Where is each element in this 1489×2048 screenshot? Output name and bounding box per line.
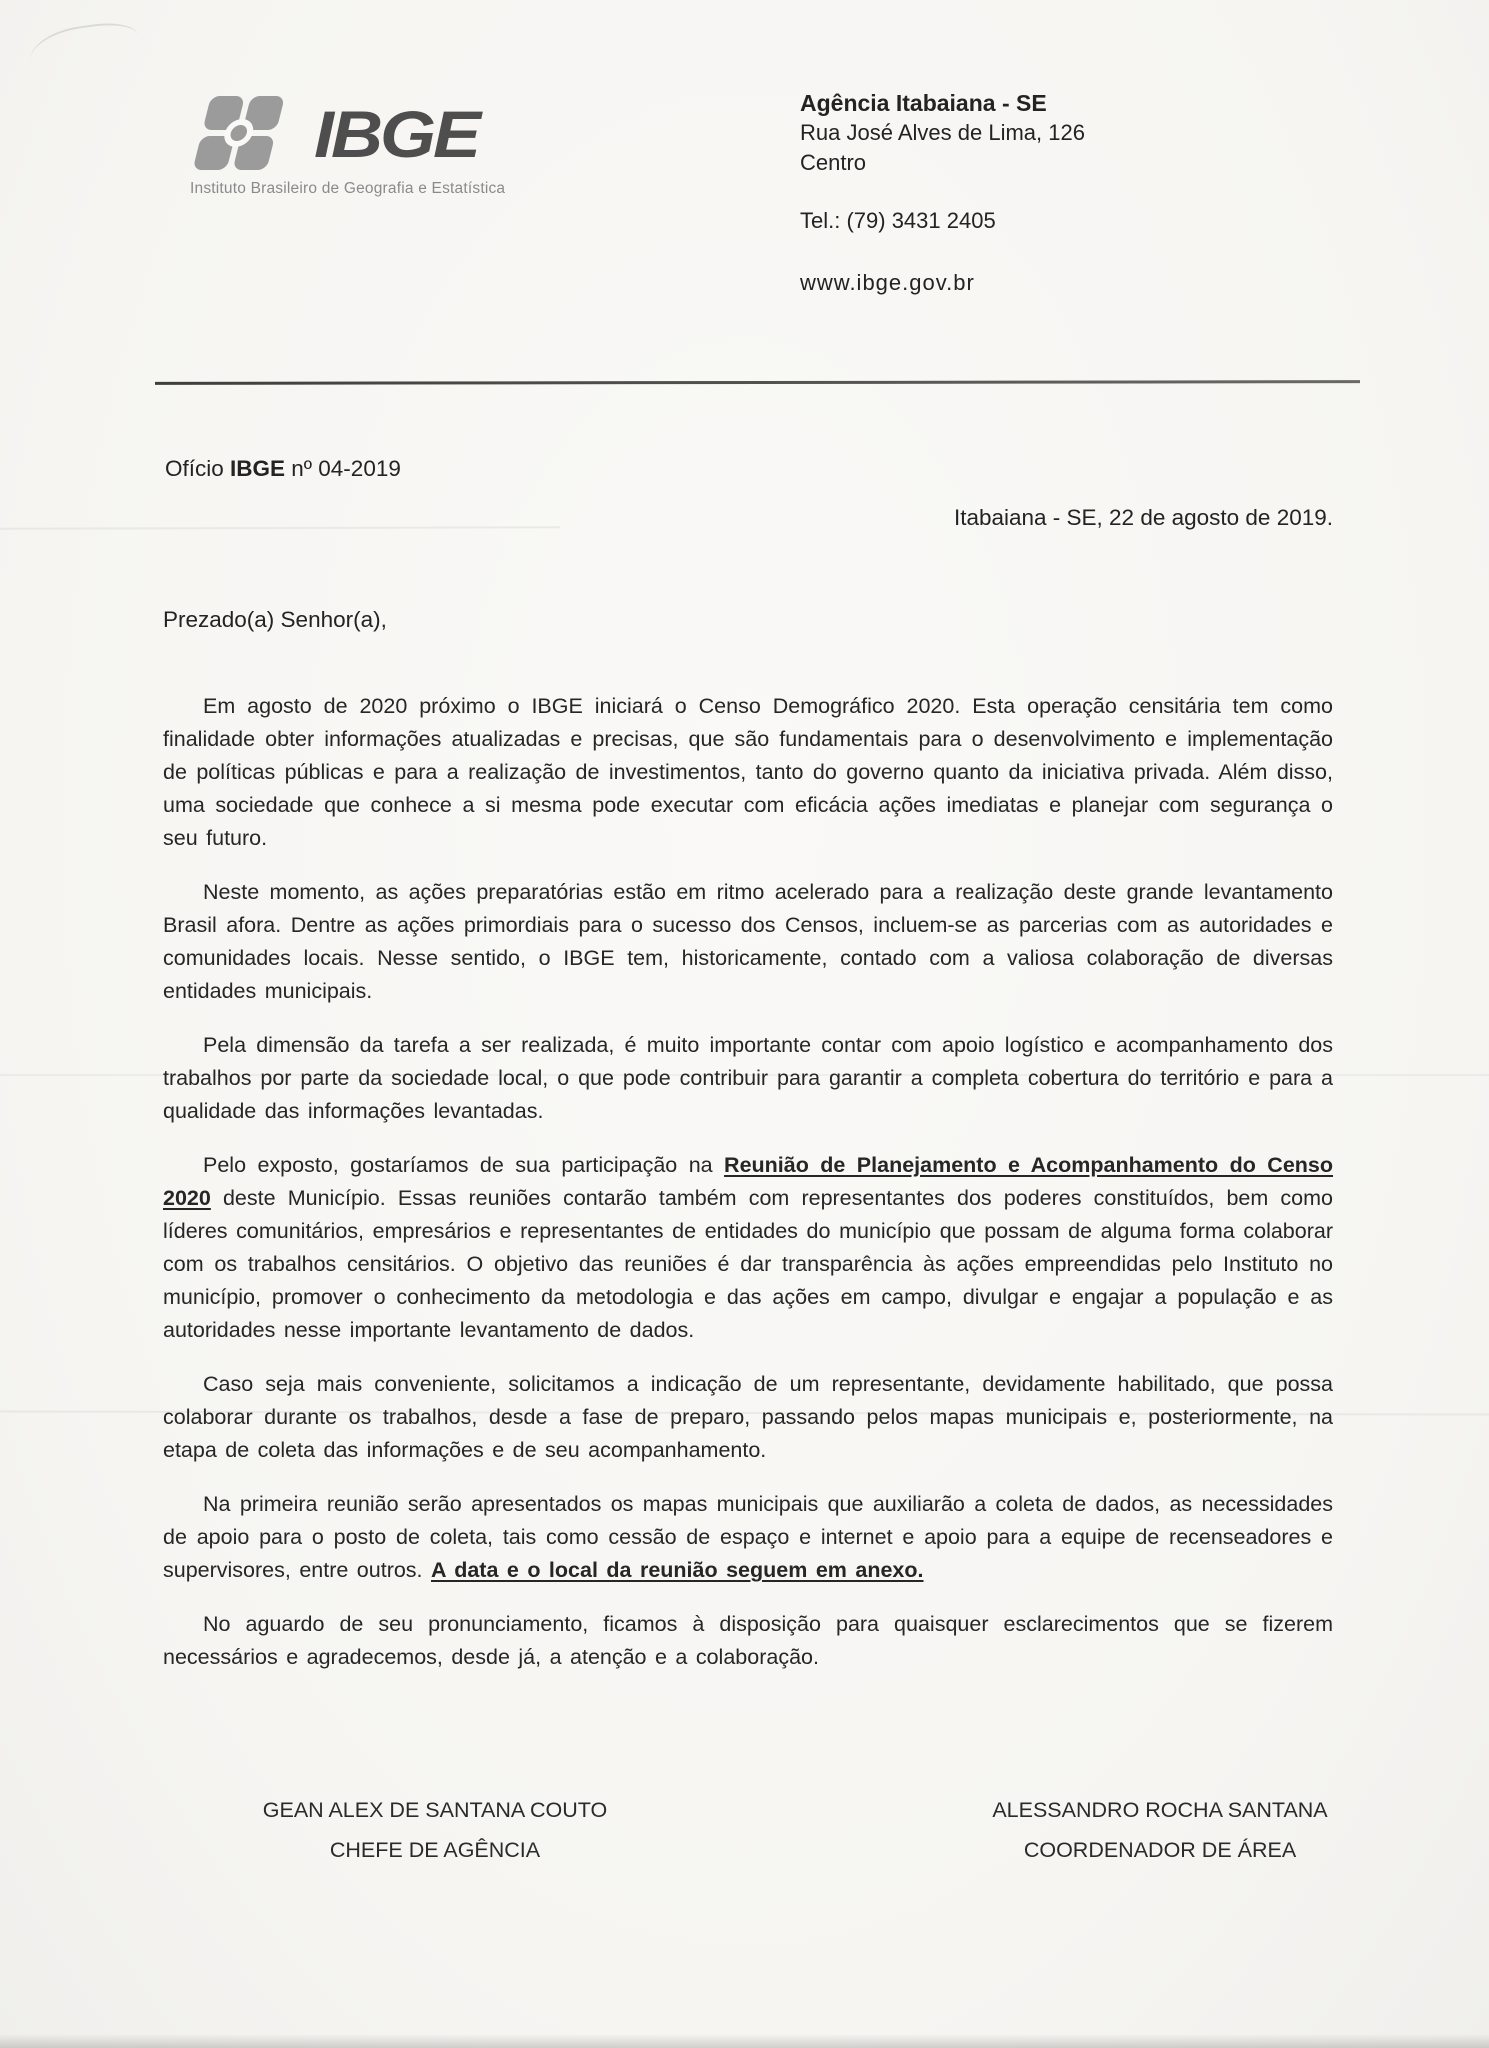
ibge-tagline: Instituto Brasileiro de Geografia e Estatística: [190, 180, 506, 197]
ibge-logo-icon: [190, 92, 312, 178]
paragraph: [163, 690, 1333, 855]
agency-website: www.ibge.gov.br: [800, 270, 975, 295]
paragraph: [163, 1608, 1333, 1674]
letter-body: [163, 690, 1333, 1695]
agency-address-line1: Rua José Alves de Lima, 126: [800, 120, 1085, 145]
agency-phone: Tel.: (79) 3431 2405: [800, 208, 996, 233]
body-text: Em agosto de 2020 próximo o IBGE iniciará o Censo Demográfico 2020. Esta operação censitária tem como finalidade obter informações atualizadas e precisas, que são fundamentais para o desenvolvimento e implementação de políticas públicas e para a realização de investimentos, tanto do governo quanto da iniciativa privada. Além disso, uma sociedade que conhece a si mesma pode executar com eficácia ações imediatas e planejar com segurança o seu futuro.: [163, 694, 1333, 850]
signature-right: [930, 1790, 1390, 1870]
date-line: Itabaiana - SE, 22 de agosto de 2019.: [953, 505, 1333, 530]
ibge-logo: [190, 92, 620, 198]
signature-left: [170, 1790, 700, 1870]
scan-edge-shadow: [0, 2034, 1489, 2048]
oficio-prefix: Ofício: [165, 456, 231, 481]
signature-role: COORDENADOR DE ÁREA: [1023, 1838, 1297, 1862]
emphasized-text: Reunião de Planejamento e Acompanhamento do Censo 2020: [163, 1153, 1333, 1210]
paragraph: [163, 1368, 1333, 1467]
body-text: Na primeira reunião serão apresentados os mapas municipais que auxiliarão a coleta de dados, as necessidades de apoio para o posto de coleta, tais como cessão de espaço e internet e apoio para a equipe de recenseadores e supervisores, entre outros.: [163, 1492, 1333, 1582]
header-divider-line: [155, 380, 1360, 385]
paragraph: [163, 876, 1333, 1008]
oficio-org: IBGE: [230, 456, 286, 481]
oficio-reference: [165, 456, 401, 482]
body-text: deste Município. Essas reuniões contarão também com representantes dos poderes constituídos, bem como líderes comunitários, empresários e representantes de entidades do município que possam de alguma forma colaborar com os trabalhos censitários. O objetivo das reuniões é dar transparência às ações empreendidas pelo Instituto no município, promover o conhecimento da metodologia e das ações em campo, divulgar e engajar a população e as autoridades nesse importante levantamento de dados.: [163, 1186, 1333, 1342]
emphasized-text: A data e o local da reunião seguem em anexo.: [431, 1558, 924, 1582]
paragraph: [163, 1488, 1333, 1587]
body-text: Caso seja mais conveniente, solicitamos a indicação de um representante, devidamente habilitado, que possa colaborar durante os trabalhos, desde a fase de preparo, passando pelos mapas municipais e, posteriormente, na etapa de coleta das informações e de seu acompanhamento.: [163, 1372, 1333, 1462]
salutation: Prezado(a) Senhor(a),: [163, 607, 387, 632]
body-text: Neste momento, as ações preparatórias estão em ritmo acelerado para a realização deste grande levantamento Brasil afora. Dentre as ações primordiais para o sucesso dos Censos, incluem-se as parcerias com as autoridades e comunidades locais. Nesse sentido, o IBGE tem, historicamente, contado com a valiosa colaboração de diversas entidades municipais.: [163, 880, 1333, 1003]
pen-scribble-artifact: [27, 18, 140, 61]
agency-name: Agência Itabaiana - SE: [800, 90, 1047, 116]
signature-name: GEAN ALEX DE SANTANA COUTO: [262, 1798, 608, 1822]
agency-info: [800, 88, 1360, 298]
signature-name: ALESSANDRO ROCHA SANTANA: [992, 1798, 1328, 1822]
paragraph: [163, 1029, 1333, 1128]
ibge-wordmark: IBGE: [314, 98, 479, 172]
body-text: Pelo exposto, gostaríamos de sua participação na: [203, 1153, 725, 1177]
agency-address-line2: Centro: [800, 150, 867, 175]
signature-role: CHEFE DE AGÊNCIA: [329, 1838, 541, 1862]
body-text: No aguardo de seu pronunciamento, ficamos à disposição para quaisquer esclarecimentos que se fizerem necessários e agradecemos, desde já, a atenção e a colaboração.: [163, 1612, 1333, 1669]
body-text: Pela dimensão da tarefa a ser realizada, é muito importante contar com apoio logístico e acompanhamento dos trabalhos por parte da sociedade local, o que pode contribuir para garantir a completa cobertura do território e para a qualidade das informações levantadas.: [163, 1033, 1333, 1123]
paragraph: [163, 1149, 1333, 1347]
oficio-number: nº 04-2019: [285, 456, 401, 481]
